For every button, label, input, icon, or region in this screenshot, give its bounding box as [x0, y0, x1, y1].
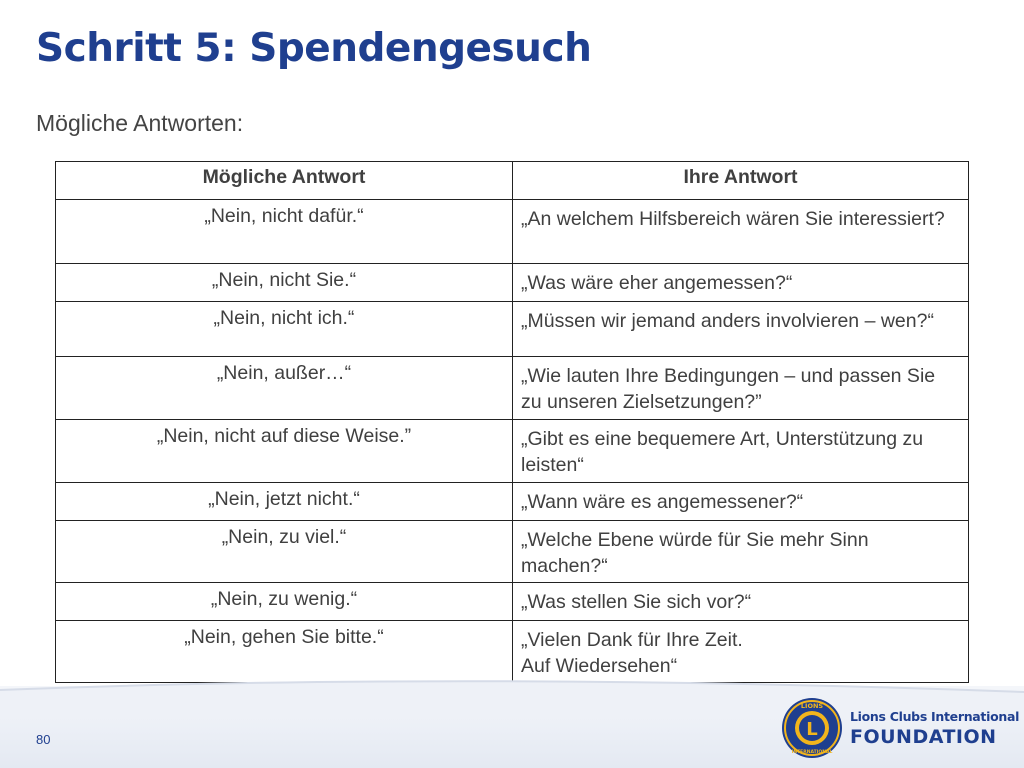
possible-answer-cell: „Nein, zu wenig.“ [56, 583, 513, 621]
your-answer-cell: „An welchem Hilfsbereich wären Sie interessiert? [513, 200, 969, 264]
your-answer-cell: „Wie lauten Ihre Bedingungen – und passen Sie zu unseren Zielsetzungen?” [513, 357, 969, 420]
possible-answer-cell: „Nein, nicht ich.“ [56, 302, 513, 357]
table-row [56, 583, 969, 621]
logo-line-foundation: FOUNDATION [850, 725, 997, 748]
table-row [56, 420, 969, 483]
table-row [56, 302, 969, 357]
your-answer-cell: „Wann wäre es angemessener?“ [513, 483, 969, 521]
table-row [56, 200, 969, 264]
possible-answer-cell: „Nein, nicht Sie.“ [56, 264, 513, 302]
table-header-row [56, 162, 969, 200]
emblem-letter: L [806, 719, 818, 740]
table-row [56, 483, 969, 521]
logo-wordmark [850, 711, 1019, 747]
possible-answer-cell: „Nein, jetzt nicht.“ [56, 483, 513, 521]
table-row [56, 521, 969, 583]
page-number: 80 [36, 732, 51, 747]
possible-answer-cell: „Nein, nicht dafür.“ [56, 200, 513, 264]
logo-line-organization: Lions Clubs International [850, 709, 1020, 724]
lions-emblem-icon [780, 696, 844, 760]
table-row [56, 357, 969, 420]
your-answer-cell: „Müssen wir jemand anders involvieren – wen?“ [513, 302, 969, 357]
emblem-bottom-text: INTERNATIONAL [791, 750, 833, 755]
emblem-top-text: LIONS [800, 702, 824, 710]
answer-line: Auf Wiedersehen“ [521, 655, 678, 677]
slide-subtitle: Mögliche Antworten: [36, 110, 244, 136]
possible-answer-cell: „Nein, gehen Sie bitte.“ [56, 621, 513, 683]
answer-line: „Vielen Dank für Ihre Zeit. [521, 629, 743, 651]
possible-answer-cell: „Nein, zu viel.“ [56, 521, 513, 583]
column-header-possible-answer: Mögliche Antwort [56, 162, 513, 200]
answers-table [55, 161, 969, 683]
column-header-your-answer: Ihre Antwort [513, 162, 969, 200]
table-row [56, 621, 969, 683]
your-answer-cell: „Welche Ebene würde für Sie mehr Sinn machen?“ [513, 521, 969, 583]
your-answer-cell: „Was stellen Sie sich vor?“ [513, 583, 969, 621]
table-row [56, 264, 969, 302]
slide-title: Schritt 5: Spendengesuch [36, 26, 592, 71]
your-answer-cell: „Gibt es eine bequemere Art, Unterstützung zu leisten“ [513, 420, 969, 483]
possible-answer-cell: „Nein, nicht auf diese Weise.” [56, 420, 513, 483]
your-answer-cell [513, 621, 969, 683]
your-answer-cell: „Was wäre eher angemessen?“ [513, 264, 969, 302]
possible-answer-cell: „Nein, außer…“ [56, 357, 513, 420]
